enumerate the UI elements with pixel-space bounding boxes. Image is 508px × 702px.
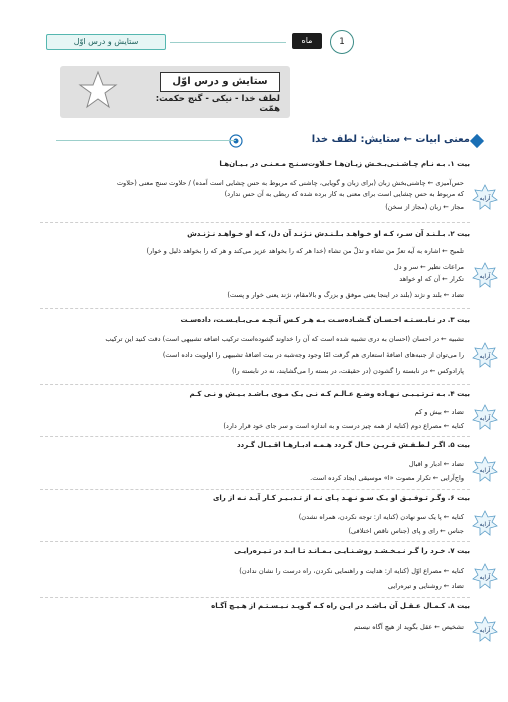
note-line: تضاد ← بلند و نژند (بلند در اینجا یعنی موفق و بزرگ و بالامقام، نژند یعنی خوار و پست) xyxy=(227,291,464,299)
note-line: که مربوط به حس چشایی است برای معنی به کار برده شده که ربطی به آن حس ندارد) xyxy=(224,190,464,198)
figure-of-speech-badge xyxy=(472,184,498,210)
verse-text: در نـابـسـتـه احـسـان گـشـاده‌سـت بـه هـر کـس آنـچـه مـی‌بـایـسـت، داده‌سـت xyxy=(180,316,446,324)
verse-text: وگـر تـوفـیـق او یـک سـو نـهـد پـای نـه از تـدبـیـر کـار آیـد نـه از رای xyxy=(212,494,446,502)
verse-row xyxy=(40,316,470,324)
svg-text:آرایه: آرایه xyxy=(479,273,491,280)
lesson-subtitle: لطف خدا - نیکی - گنج حکمت: همّت xyxy=(155,94,280,114)
note-line: جناس ← رای و پای (جناس ناقص اختلافی) xyxy=(348,527,464,535)
svg-text:آرایه: آرایه xyxy=(479,467,491,474)
note-line: تضاد ← بیش و کم xyxy=(414,408,464,416)
svg-text:آرایه: آرایه xyxy=(479,521,491,528)
badge-icon xyxy=(472,404,498,430)
badge-icon xyxy=(472,456,498,482)
note-line: تشخیص ← عقل بگوید از هیچ آگاه نیستم xyxy=(354,623,464,631)
verse-row xyxy=(40,160,470,168)
figure-of-speech-badge xyxy=(472,404,498,430)
note-line: کنایه ← مصراع دوم (کنایه از همه چیز درست و به اندازه است و سر جای خود قرار دارد) xyxy=(223,422,464,430)
note-line: کنایه ← پا یک سو نهادن (کنایه از: توجه نکردن، همراه نشدن) xyxy=(298,513,464,521)
verse-row xyxy=(40,390,470,398)
verse-number: بیت ۶. xyxy=(447,494,470,502)
publisher-logo: ماه xyxy=(292,33,322,49)
note-line: تلمیح ← اشاره به آیه تعزّ من تشاء و تذلّ من تشاء (خدا هر که را بخواهد عزیز می‌کند و هر که را بخواهد ذلیل و خوار) xyxy=(146,247,464,255)
row-divider xyxy=(40,222,470,223)
badge-icon xyxy=(472,184,498,210)
star-ornament-icon xyxy=(78,70,118,110)
section-heading: معنی ابیات ← ستایش: لطف خدا xyxy=(311,134,470,145)
verse-row xyxy=(40,547,470,555)
verse-text: اگـر لـطـفـش قـریـن حـال گـردد هـمـه ادبـارهـا اقـبـال گـردد xyxy=(236,441,446,449)
badge-icon xyxy=(472,510,498,536)
section-divider xyxy=(56,140,236,141)
badge-icon xyxy=(472,262,498,288)
figure-of-speech-badge xyxy=(472,262,498,288)
verse-text: کـمـال عـقـل آن بـاشـد در ایـن راه کـه گـویـد نـیـسـتـم از هـیـچ آگـاه xyxy=(211,602,446,610)
note-line: پارادوکس ← در نابسته را گشودن (در حقیقت، در بسته را می‌گشایند، نه در نابسته را) xyxy=(232,367,464,375)
header-divider xyxy=(170,42,286,43)
svg-text:آرایه: آرایه xyxy=(479,627,491,634)
badge-icon xyxy=(472,616,498,642)
figure-of-speech-badge xyxy=(472,456,498,482)
note-line: تشبیه ← در احسان (احسان به دری تشبیه شده است که آن را خداوند گشوده‌است ترکیب اضافه تشبیهی است) دقت کنید این ترکیب xyxy=(105,335,464,343)
note-line: مراعات نظیر ← سر و دل xyxy=(393,263,464,271)
badge-icon xyxy=(472,342,498,368)
row-divider xyxy=(40,308,470,309)
verse-number: بیت ۳. xyxy=(447,316,470,324)
verse-row xyxy=(40,602,470,610)
verse-text: خـرد را گـر نـبـخـشـد روشـنـایـی بـمـانـد تـا ابـد در تـیـره‌رایـی xyxy=(234,547,446,555)
header-tab: ستایش و درس اوّل xyxy=(46,34,166,50)
note-line: حس‌آمیزی ← چاشنی‌بخش زبان (برای زبان و گویایی، چاشنی که مربوط به حس چشایی است آمده) / حلاوت سنج معنی (حلاوت xyxy=(116,179,464,187)
figure-of-speech-badge xyxy=(472,510,498,536)
note-line: تضاد ← ادبار و اقبال xyxy=(408,460,464,468)
verse-row xyxy=(40,230,470,238)
badge-icon xyxy=(472,563,498,589)
verse-number: بیت ۷. xyxy=(447,547,470,555)
svg-text:آرایه: آرایه xyxy=(479,415,491,422)
verse-row xyxy=(40,494,470,502)
note-line: واج‌آرایی ← تکرار مصوت «ا» موسیقی ایجاد کرده است. xyxy=(310,474,464,482)
figure-of-speech-badge xyxy=(472,342,498,368)
verse-number: بیت ۸. xyxy=(447,602,470,610)
svg-text:آرایه: آرایه xyxy=(479,195,491,202)
section-bullet-icon xyxy=(470,134,484,148)
row-divider xyxy=(40,436,470,437)
svg-text:آرایه: آرایه xyxy=(479,574,491,581)
note-line: تکرار ← آن که او خواهد xyxy=(399,275,464,283)
note-line: را می‌توان از جنبه‌های اضافهٔ استعاری هم گرفت امّا وجود وجه‌شبه در بیت اضافهٔ تشبیهی را اولویت داده است) xyxy=(162,351,464,359)
verse-row xyxy=(40,441,470,449)
verse-number: بیت ۲. xyxy=(447,230,470,238)
verse-text: بـه نـام چـاشـنـی‌بـخـش زبـان‌هـا حـلاوت‌سـنـج مـعـنـی در بـیـان‌هـا xyxy=(219,160,446,168)
flower-ornament-icon xyxy=(228,133,244,149)
note-line: مجاز ← زبان (مجاز از سخن) xyxy=(385,203,464,211)
figure-of-speech-badge xyxy=(472,616,498,642)
verse-number: بیت ۱. xyxy=(447,160,470,168)
row-divider xyxy=(40,597,470,598)
note-line: تضاد ← روشنایی و تیره‌رایی xyxy=(387,582,464,590)
verse-text: بـلـنـد آن سـر، کـه او خـواهـد بـلـنـدش نـژنـد آن دل، کـه او خـواهـد نـژنـدش xyxy=(187,230,446,238)
row-divider xyxy=(40,489,470,490)
row-divider xyxy=(40,541,470,542)
note-line: کنایه ← مصراع اوّل (کنایه از: هدایت و راهنمایی نکردن، راه درست را نشان ندادن) xyxy=(239,567,464,575)
lesson-title: ستایش و درس اوّل xyxy=(160,72,280,92)
svg-text:آرایه: آرایه xyxy=(479,353,491,360)
verse-number: بیت ۵. xyxy=(447,441,470,449)
verse-text: بـه تـرتـیـبـی نـهـاده وضـع عـالـم کـه نـی یـک مـوی بـاشـد بـیـش و نـی کـم xyxy=(189,390,446,398)
row-divider xyxy=(40,384,470,385)
page-number: 1 xyxy=(330,30,354,54)
verse-number: بیت ۴. xyxy=(447,390,470,398)
figure-of-speech-badge xyxy=(472,563,498,589)
